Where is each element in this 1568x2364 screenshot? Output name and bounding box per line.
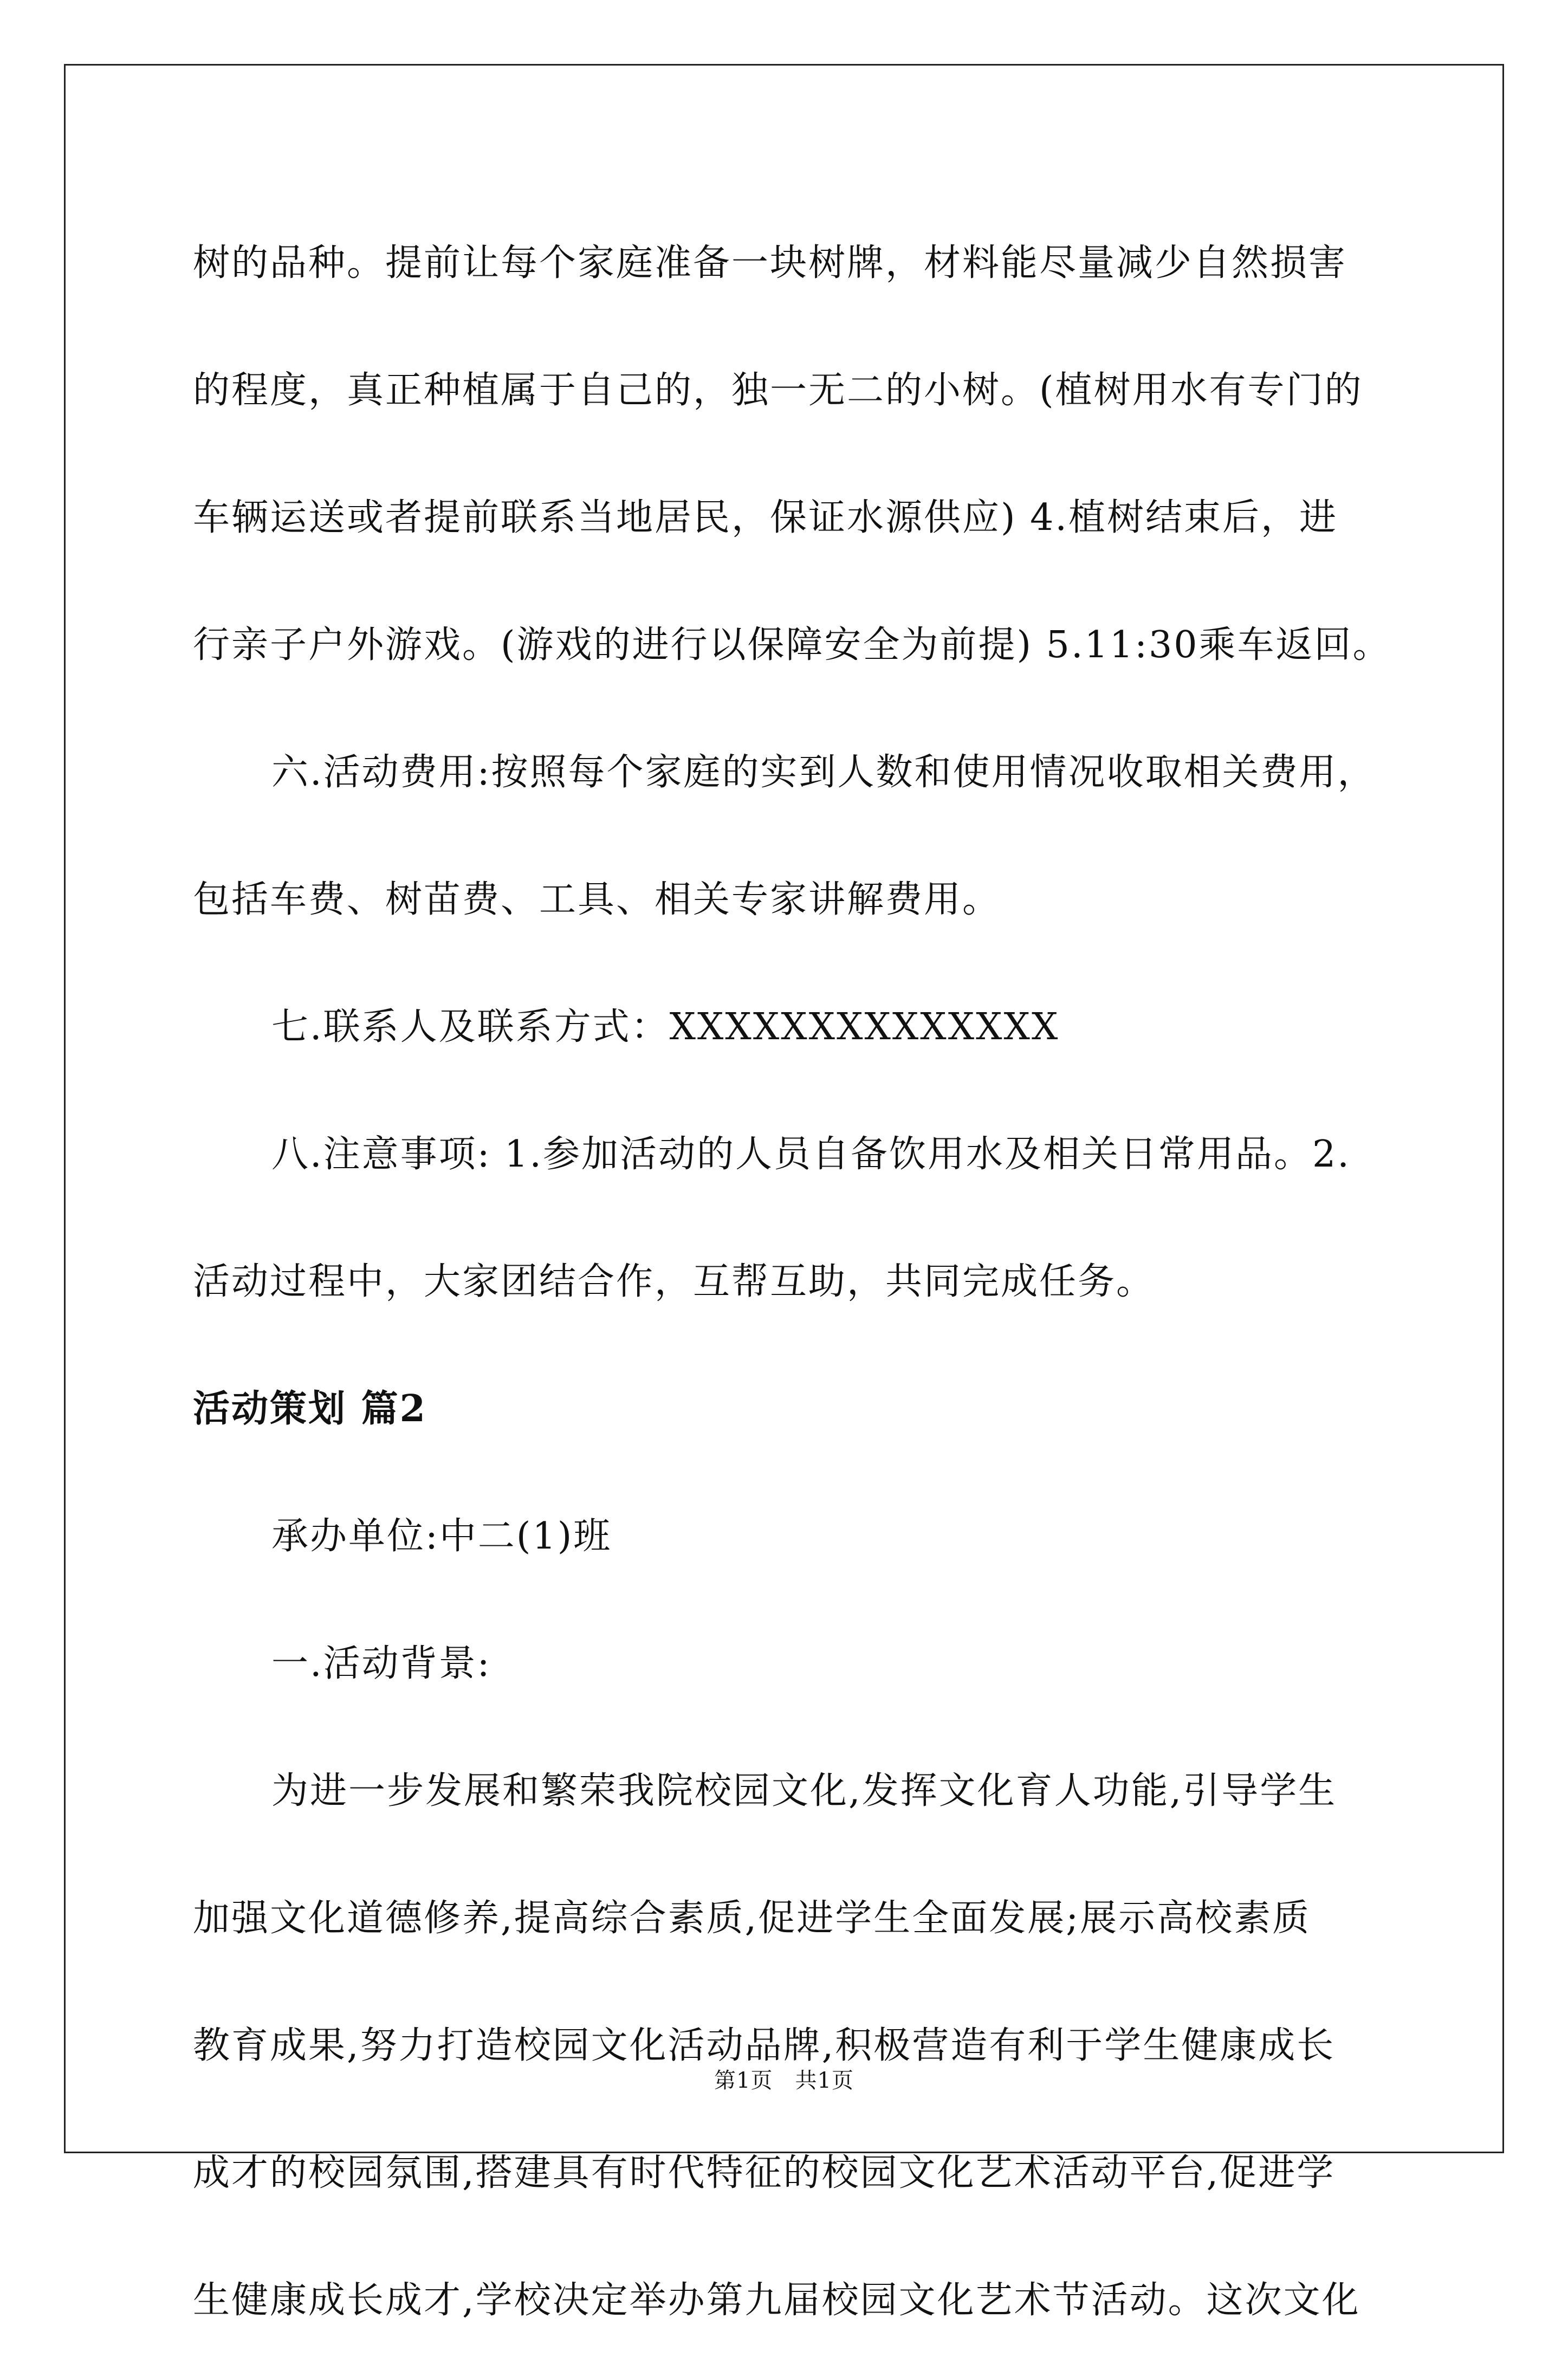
paragraph-activity-fees xyxy=(193,709,1379,963)
text-line: 包括车费、树苗费、工具、相关专家讲解费用。 xyxy=(193,878,1001,921)
paragraph-notes xyxy=(193,1091,1379,1345)
paragraph-organizer xyxy=(193,1473,1379,1600)
text-line: 行亲子户外游戏。(游戏的进行以保障安全为前提) 5.11:30乘车返回。 xyxy=(193,624,1391,666)
text-line: 八.注意事项: 1.参加活动的人员自备饮用水及相关日常用品。2. xyxy=(271,1133,1351,1176)
text-line: 树的品种。提前让每个家庭准备一块树牌，材料能尽量减少自然损害 xyxy=(193,242,1347,284)
text-line: 生健康成长成才,学校决定举办第九届校园文化艺术节活动。这次文化 xyxy=(193,2279,1360,2322)
text-line: 成才的校园氛围,搭建具有时代特征的校园文化艺术活动平台,促进学 xyxy=(193,2152,1336,2194)
text-line: 活动过程中，大家团结合作，互帮互助，共同完成任务。 xyxy=(193,1260,1155,1303)
page-footer: 第1页 共1页 xyxy=(714,2068,854,2093)
text-line: 加强文化道德修养,提高综合素质,促进学生全面发展;展示高校素质 xyxy=(193,1897,1311,1940)
text-line: 七.联系人及联系方式：XXXXXXXXXXXXXX xyxy=(271,1006,1060,1048)
section-heading: 活动策划 篇2 xyxy=(193,1387,427,1430)
text-line: 教育成果,努力打造校园文化活动品牌,积极营造有利于学生健康成长 xyxy=(193,2024,1336,2067)
text-line: 车辆运送或者提前联系当地居民，保证水源供应) 4.植树结束后，进 xyxy=(193,496,1338,539)
paragraph-background xyxy=(193,1727,1379,2364)
text-line: 承办单位:中二(1)班 xyxy=(271,1515,612,1558)
text-line: 一.活动背景: xyxy=(271,1642,491,1685)
text-line: 六.活动费用:按照每个家庭的实到人数和使用情况收取相关费用， xyxy=(271,751,1376,794)
text-line: 为进一步发展和繁荣我院校园文化,发挥文化育人功能,引导学生 xyxy=(271,1770,1337,1812)
paragraph-planting-details xyxy=(193,199,1391,709)
document-body xyxy=(193,199,1391,2364)
text-line: 的程度，真正种植属于自己的，独一无二的小树。(植树用水有专门的 xyxy=(193,369,1363,412)
paragraph-background-heading xyxy=(193,1600,1379,1727)
paragraph-contact xyxy=(193,963,1379,1091)
